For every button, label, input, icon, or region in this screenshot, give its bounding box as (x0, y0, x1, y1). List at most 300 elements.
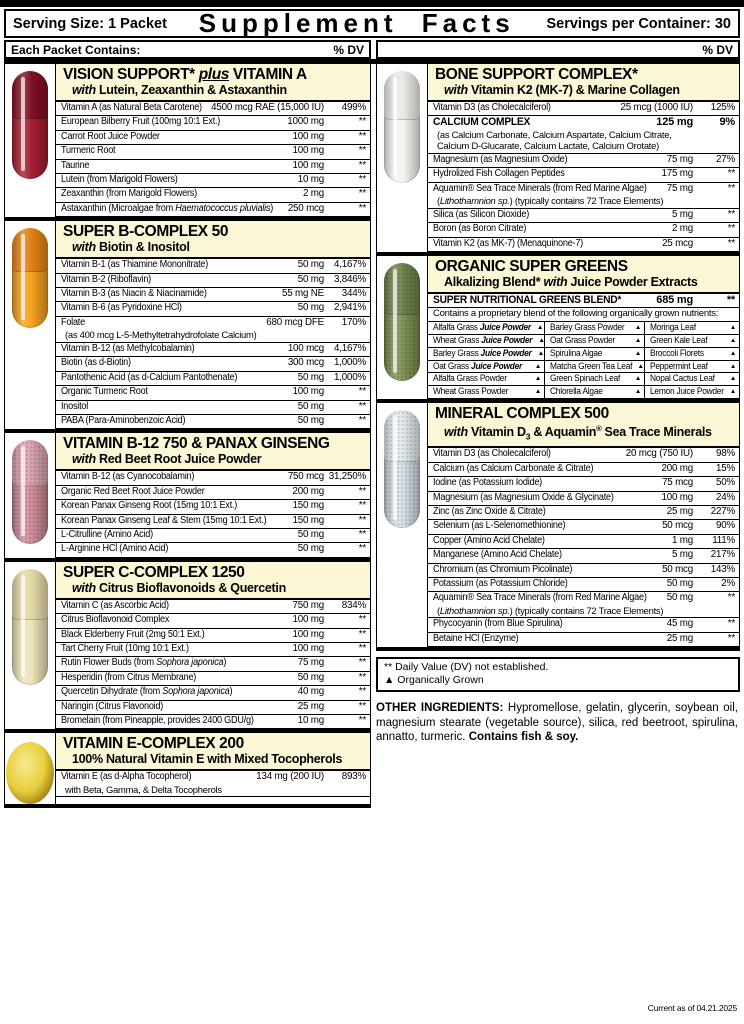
greens-item-name: Alfalfa Grass Powder (433, 373, 507, 384)
ingredient-name: SUPER NUTRITIONAL GREENS BLEND* (433, 294, 622, 307)
ingredient-amount: 50 mg (297, 414, 324, 426)
ingredient-name-cont: Calcium D-Glucarate, Calcium Lactate, Calcium Orotate) (437, 140, 659, 152)
ingredient-amount: 750 mcg (287, 471, 324, 483)
ingredient-row (56, 188, 370, 202)
section-header (428, 64, 739, 102)
ingredient-name: Vitamin B-12 (as Cyanocobalamin) (61, 471, 195, 483)
ingredient-name: European Bilberry Fruit (100mg 10:1 Ext.) (61, 116, 221, 128)
column-left (4, 64, 371, 808)
capsule-column (5, 562, 55, 730)
other-ingredients (376, 701, 740, 745)
organic-mark: ▲ (729, 387, 736, 395)
organic-super-greens-capsule-image (384, 263, 420, 381)
ingredient-name: Citrus Bioflavonoid Complex (61, 614, 170, 626)
section-subtitle: with Vitamin $D_3$ & Aquamin® Sea Trace Minerals (444, 423, 712, 442)
section-header (56, 733, 370, 771)
section-title: SUPER B-COMPLEX 50 (63, 223, 229, 241)
greens-item-name: Green Spinach Leaf (550, 373, 621, 384)
section-title: SUPER C-COMPLEX 1250 (63, 563, 245, 581)
section-header (56, 221, 370, 259)
greens-item (545, 348, 644, 361)
ingredient-dv: ** (358, 202, 366, 214)
ingredient-dv: ** (358, 414, 366, 426)
ingredient-row (56, 302, 370, 316)
ingredient-dv: ** (358, 116, 366, 128)
ingredient-dv: ** (358, 188, 366, 200)
ingredient-row (428, 209, 739, 223)
greens-item (545, 322, 644, 335)
ingredient-name: Vitamin B-3 (as Niacin & Niacinamide) (61, 288, 207, 300)
greens-item (428, 348, 544, 361)
ingredient-amount: 50 mg (297, 302, 324, 314)
section-title: MINERAL COMPLEX 500 (435, 404, 609, 422)
ingredient-amount: 50 mg (297, 273, 324, 285)
ingredient-row (56, 715, 370, 729)
ingredient-amount: 25 mg (666, 632, 693, 644)
serving-size: Serving Size: 1 Packet (13, 15, 167, 32)
dv-footnote: ** Daily Value (DV) not established. (384, 661, 549, 674)
ingredient-amount: 100 mg (292, 386, 324, 398)
ingredient-dv: ** (358, 386, 366, 398)
section-vision-support (4, 64, 371, 217)
organic-mark: ▲ (534, 362, 541, 370)
ingredient-name: Vitamin B-12 (as Methylcobalamin) (61, 342, 195, 354)
ingredient-amount: 100 mcg (287, 342, 324, 354)
ingredient-name: Vitamin K2 (as MK-7) (Menaquinone-7) (433, 237, 583, 249)
ingredient-row (428, 294, 739, 308)
ingredient-amount: 750 mg (292, 599, 324, 611)
ingredient-amount: 5 mg (672, 208, 693, 220)
ingredient-dv: 27% (715, 154, 735, 165)
greens-item-name: Wheat Grass Powder (433, 385, 509, 396)
ingredient-name: Chromium (as Chromium Picolinate) (433, 563, 573, 575)
section-header (428, 256, 739, 294)
ingredient-name: Hesperidin (from Citrus Membrane) (61, 671, 197, 683)
servings-per-container: Servings per Container: 30 (546, 15, 731, 32)
organic-mark: ▲ (634, 349, 641, 357)
each-packet-contains: Each Packet Contains: (11, 42, 141, 57)
organic-mark: ▲ (538, 337, 545, 345)
ingredient-row (56, 672, 370, 686)
ingredient-row (56, 401, 370, 415)
greens-item-name: Wheat Grass Juice Powder (433, 335, 533, 346)
greens-item (428, 322, 544, 335)
greens-item (545, 373, 644, 386)
section-title: VISION SUPPORT* plus VITAMIN A (63, 66, 307, 83)
ingredient-dv: 50% (715, 477, 735, 489)
greens-item-name: Chlorella Algae (550, 385, 603, 396)
ingredient-amount: 50 mcg (662, 563, 693, 575)
ingredient-dv: ** (358, 671, 366, 683)
ingredient-name: Silica (as Silicon Dioxide) (433, 208, 530, 220)
ingredient-name: Tart Cherry Fruit (10mg 10:1 Ext.) (61, 642, 189, 654)
section-header (56, 64, 370, 102)
ingredient-name-cont: (as 400 mcg L-5-Methyltetrahydrofolate Calcium) (65, 329, 257, 341)
ingredient-row (56, 203, 370, 217)
ingredient-dv: ** (358, 614, 366, 626)
organic-mark: ▲ (729, 324, 736, 332)
ingredient-amount: 100 mg (292, 614, 324, 626)
ingredient-row (56, 343, 370, 357)
ingredient-name: PABA (Para-Aminobenzoic Acid) (61, 414, 186, 426)
ingredient-amount: 685 mg (656, 294, 693, 307)
organic-mark: ▲ (634, 375, 641, 383)
ingredient-dv: ** (726, 294, 735, 307)
ingredient-amount: 200 mg (661, 462, 693, 474)
ingredient-row (428, 477, 739, 491)
ingredient-name: Naringin (Citrus Flavonoid) (61, 700, 164, 712)
greens-item-name: Moringa Leaf (650, 322, 696, 333)
greens-item-name: Peppermint Leaf (650, 360, 708, 371)
ingredient-row (428, 463, 739, 477)
ingredient-name-cont: (Lithothamnion sp.) (typically contains 72 Trace Elements) (437, 195, 664, 207)
ingredient-amount: 50 mg (297, 371, 324, 383)
ingredient-name: Black Elderberry Fruit (2mg 50:1 Ext.) (61, 628, 205, 640)
organic-mark: ▲ (534, 387, 541, 395)
ingredient-name: Hydrolized Fish Collagen Peptides (433, 168, 565, 180)
greens-grid-column (645, 322, 739, 398)
other-ingredients-body: Hypromellose, gelatin, glycerin, soybean oil, magnesium stearate (vegetable source), silica, red beetroot, spirulina, annatto, turmeric. (376, 702, 738, 744)
organic-footnote: ▲ Organically Grown (384, 674, 484, 687)
ingredient-amount: 45 mg (666, 618, 693, 630)
ingredient-row (56, 116, 370, 130)
ingredient-name: Copper (Amino Acid Chelate) (433, 534, 545, 546)
capsule-column (5, 433, 55, 557)
greens-grid (428, 322, 739, 398)
ingredient-dv: ** (358, 543, 366, 555)
greens-item-name: Matcha Green Tea Leaf (550, 360, 633, 371)
greens-item-name: Oat Grass Juice Powder (433, 360, 523, 371)
ingredient-row (428, 564, 739, 578)
ingredient-amount: 10 mg (297, 715, 324, 726)
greens-item-name: Barley Grass Powder (550, 322, 625, 333)
greens-item (645, 361, 739, 374)
ingredient-dv: 893% (341, 771, 366, 783)
section-title: VITAMIN E-COMPLEX 200 (63, 735, 244, 753)
ingredient-amount: 50 mg (666, 592, 693, 604)
ingredient-row (56, 372, 370, 386)
ingredient-name: Vitamin D3 (as Cholecalciferol) (433, 448, 551, 460)
super-b-complex-50-capsule-image (12, 228, 48, 328)
greens-item-name: Spirulina Algae (550, 347, 603, 358)
ingredient-dv: ** (358, 130, 366, 142)
greens-grid-column (545, 322, 645, 398)
ingredient-row (428, 492, 739, 506)
ingredient-name: CALCIUM COMPLEX (433, 116, 531, 129)
ingredient-dv: 24% (715, 491, 735, 503)
section-vitamin-e-complex-200 (4, 729, 371, 804)
greens-item (645, 348, 739, 361)
ingredient-amount: 20 mcg (750 IU) (625, 448, 693, 460)
ingredient-row (428, 448, 739, 462)
ingredient-amount: 1000 mg (287, 116, 324, 128)
section-header (56, 433, 370, 471)
ingredient-name: Zeaxanthin (from Marigold Flowers) (61, 188, 197, 200)
section-mineral-complex-500 (376, 399, 740, 648)
current-as-of: Current as of 04.21.2025 (647, 1003, 737, 1013)
vision-support-capsule-image (12, 71, 48, 179)
ingredient-amount: 100 mg (292, 130, 324, 142)
ingredient-dv: 3,846% (333, 273, 366, 285)
ingredient-dv: 4,167% (333, 342, 366, 354)
ingredient-dv: 1,000% (333, 357, 366, 369)
ingredient-name: Calcium (as Calcium Carbonate & Citrate) (433, 462, 594, 474)
organic-mark: ▲ (634, 387, 641, 395)
ingredient-row (428, 183, 739, 209)
ingredient-dv: 1,000% (333, 371, 366, 383)
ingredient-row (56, 771, 370, 797)
ingredient-dv: ** (358, 145, 366, 157)
ingredient-row (428, 592, 739, 618)
greens-item (428, 373, 544, 386)
section-header (56, 562, 370, 600)
ingredient-amount: 75 mg (666, 182, 693, 194)
ingredient-name: Pantothenic Acid (as d-Calcium Pantothenate) (61, 371, 238, 383)
ingredient-dv: 217% (710, 549, 735, 561)
greens-item (428, 386, 544, 399)
top-black-bar (0, 0, 744, 7)
organic-mark: ▲ (537, 349, 544, 357)
section-title: BONE SUPPORT COMPLEX* (435, 66, 638, 83)
section-vitamin-b12-750-panax-ginseng (4, 429, 371, 557)
section-header (428, 403, 739, 449)
ingredient-dv: ** (358, 174, 366, 186)
ingredient-row (56, 657, 370, 671)
ingredient-name: Organic Turmeric Root (61, 386, 148, 398)
greens-item-name: Oat Grass Powder (550, 335, 615, 346)
ingredient-name: Rutin Flower Buds (from Sophora japonica) (61, 657, 227, 669)
ingredient-row (428, 535, 739, 549)
ingredient-name: Betaine HCl (Enzyme) (433, 632, 519, 644)
ingredient-dv: ** (727, 237, 735, 249)
ingredient-amount: 4500 mcg RAE (15,000 IU) (211, 102, 324, 113)
ingredient-dv: ** (358, 715, 366, 726)
dv-header-right: % DV (702, 42, 733, 57)
footnote-box (376, 657, 740, 692)
ingredient-dv: ** (358, 400, 366, 412)
section-subtitle: Alkalizing Blend* with Juice Powder Extracts (444, 275, 698, 290)
greens-grid-column (428, 322, 545, 398)
column-right-stack (376, 64, 740, 651)
allergen-statement: Contains fish & soy. (468, 731, 579, 744)
ingredient-row (56, 102, 370, 116)
ingredient-row (428, 633, 739, 647)
ingredient-amount: 150 mg (292, 514, 324, 526)
ingredient-amount: 50 mg (297, 671, 324, 683)
section-super-b-complex-50 (4, 217, 371, 429)
ingredient-name-cont: (as Calcium Carbonate, Calcium Aspartate, Calcium Citrate, (437, 128, 672, 140)
ingredient-name: Vitamin E (as d-Alpha Tocopherol) (61, 771, 192, 783)
greens-item-name: Broccoli Florets (650, 347, 704, 358)
other-ingredients-label: OTHER INGREDIENTS: (376, 702, 504, 715)
vitamin-e-complex-200-softgel-image (6, 742, 54, 804)
ingredient-amount: 2 mg (672, 223, 693, 235)
ingredient-row (428, 238, 739, 252)
ingredient-amount: 2 mg (303, 188, 324, 200)
ingredient-row (56, 288, 370, 302)
ingredient-amount: 50 mg (297, 400, 324, 412)
ingredient-row (56, 643, 370, 657)
ingredient-name: Turmeric Root (61, 145, 116, 157)
ingredient-amount: 5 mg (672, 549, 693, 561)
ingredient-name: Vitamin A (as Natural Beta Carotene) (61, 102, 202, 113)
ingredient-name: Vitamin B-1 (as Thiamine Mononitrate) (61, 259, 209, 271)
ingredient-row (428, 549, 739, 563)
ingredient-dv: 143% (710, 563, 735, 575)
ingredient-name: Bromelain (from Pineapple, provides 2400 GDU/g) (61, 715, 254, 726)
ingredient-dv: 499% (341, 102, 366, 113)
ingredient-amount: 50 mg (297, 543, 324, 555)
capsule-column (5, 733, 55, 804)
greens-item (545, 361, 644, 374)
section-subtitle: with Red Beet Root Juice Powder (72, 452, 262, 467)
ingredient-row (428, 578, 739, 592)
greens-item-name: Lemon Juice Powder (650, 385, 724, 396)
greens-item (645, 335, 739, 348)
ingredient-dv: ** (358, 686, 366, 698)
ingredient-amount: 10 mg (297, 174, 324, 186)
ingredient-amount: 100 mg (292, 642, 324, 654)
ingredient-dv: 31,250% (328, 471, 366, 483)
ingredient-row (56, 600, 370, 614)
ingredient-dv: ** (358, 528, 366, 540)
column-left-stack (4, 64, 371, 808)
section-super-c-complex-1250 (4, 558, 371, 730)
capsule-column (5, 221, 55, 429)
ingredient-name: Lutein (from Marigold Flowers) (61, 174, 178, 186)
ingredient-row (56, 515, 370, 529)
ingredient-name: Korean Panax Ginseng Leaf & Stem (15mg 10:1 Ext.) (61, 514, 267, 526)
left-column-header (4, 40, 371, 59)
blend-note: Contains a proprietary blend of the following organically grown nutrients: (428, 308, 739, 322)
ingredient-name: Selenium (as L-Selenomethionine) (433, 520, 566, 532)
ingredient-name: Vitamin B-6 (as Pyridoxine HCl) (61, 302, 182, 314)
ingredient-dv: ** (727, 208, 735, 220)
ingredient-amount: 75 mg (297, 657, 324, 669)
ingredient-row (428, 102, 739, 116)
organic-mark: ▲ (637, 362, 644, 370)
greens-item (428, 361, 544, 374)
ingredient-name: Manganese (Amino Acid Chelate) (433, 549, 562, 561)
ingredient-name: Aquamin® Sea Trace Minerals (from Red Marine Algae) (433, 182, 647, 194)
ingredient-name: Astaxanthin (Microalgae from Haematococcus pluvialis) (61, 202, 274, 214)
organic-mark: ▲ (634, 324, 641, 332)
ingredient-name: Inositol (61, 400, 89, 412)
ingredient-row (56, 274, 370, 288)
panel-title: Supplement Facts (198, 8, 515, 38)
ingredient-dv: ** (727, 168, 735, 180)
ingredient-name: Vitamin D3 (as Cholecalciferol) (433, 102, 551, 113)
section-title: VITAMIN B-12 750 & PANAX GINSENG (63, 435, 330, 453)
ingredient-dv: 4,167% (333, 259, 366, 271)
ingredient-amount: 25 mg (666, 505, 693, 517)
ingredient-row (56, 415, 370, 429)
ingredient-row (428, 618, 739, 632)
ingredient-dv: 125% (710, 102, 735, 113)
ingredient-dv: 15% (715, 462, 735, 474)
ingredient-row (56, 701, 370, 715)
greens-item (545, 386, 644, 399)
ingredient-amount: 50 mg (297, 528, 324, 540)
ingredient-dv: ** (358, 159, 366, 171)
organic-mark: ▲ (729, 349, 736, 357)
ingredient-row (56, 145, 370, 159)
ingredient-row (56, 529, 370, 543)
ingredient-dv: ** (358, 500, 366, 512)
greens-item (645, 386, 739, 399)
ingredient-row (56, 471, 370, 485)
greens-item-name: Alfalfa Grass Juice Powder (433, 322, 531, 333)
ingredient-name: Phycocyanin (from Blue Spirulina) (433, 618, 563, 630)
organic-mark: ▲ (537, 324, 544, 332)
ingredient-row (56, 486, 370, 500)
ingredient-name: Organic Red Beet Root Juice Powder (61, 485, 205, 497)
ingredient-row (56, 131, 370, 145)
organic-mark: ▲ (634, 337, 641, 345)
dv-header-left: % DV (333, 42, 364, 57)
ingredient-dv: 111% (712, 534, 735, 546)
title-bar (4, 9, 740, 38)
ingredient-amount: 25 mcg (1000 IU) (620, 102, 693, 113)
ingredient-name: Carrot Root Juice Powder (61, 130, 160, 142)
section-subtitle: with Lutein, Zeaxanthin & Astaxanthin (72, 83, 287, 97)
ingredient-name-cont: with Beta, Gamma, & Delta Tocopherols (65, 783, 222, 795)
organic-mark: ▲ (729, 337, 736, 345)
ingredient-dv: ** (727, 592, 735, 604)
ingredient-name: Vitamin C (as Ascorbic Acid) (61, 599, 169, 611)
capsule-column (377, 403, 427, 648)
mineral-complex-500-capsule-image (384, 410, 420, 528)
ingredient-row (56, 500, 370, 514)
section-organic-super-greens (376, 252, 740, 399)
ingredient-dv: ** (358, 628, 366, 640)
ingredient-amount: 100 mg (661, 491, 693, 503)
ingredient-amount: 50 mg (666, 577, 693, 589)
ingredient-name: Quercetin Dihydrate (from Sophora japonica) (61, 686, 233, 698)
ingredient-dv: 2,941% (333, 302, 366, 314)
section-bone-support-complex (376, 64, 740, 252)
ingredient-dv: 227% (710, 505, 735, 517)
ingredient-amount: 75 mg (666, 154, 693, 165)
ingredient-amount: 175 mg (661, 168, 693, 180)
ingredient-dv: ** (727, 632, 735, 644)
ingredient-row (428, 223, 739, 237)
ingredient-amount: 50 mg (297, 259, 324, 271)
ingredient-dv: ** (358, 514, 366, 526)
ingredient-name: Korean Panax Ginseng Root (15mg 10:1 Ext.) (61, 500, 238, 512)
ingredient-dv: 344% (341, 288, 366, 300)
capsule-column (377, 256, 427, 399)
greens-item (645, 373, 739, 386)
ingredient-amount: 150 mg (292, 500, 324, 512)
section-subtitle: with Biotin & Inositol (72, 240, 190, 255)
ingredient-amount: 680 mcg DFE (266, 316, 324, 328)
ingredient-name: L-Arginine HCl (Amino Acid) (61, 543, 169, 555)
capsule-column (5, 64, 55, 217)
section-title: ORGANIC SUPER GREENS (435, 258, 628, 276)
ingredient-dv: ** (727, 223, 735, 235)
ingredient-dv: 2% (721, 577, 735, 589)
section-subtitle: with Vitamin K2 (MK-7) & Marine Collagen (444, 83, 680, 97)
ingredient-row (56, 174, 370, 188)
ingredient-amount: 134 mg (200 IU) (256, 771, 324, 783)
ingredient-amount: 50 mcg (662, 520, 693, 532)
capsule-column (377, 64, 427, 252)
organic-mark: ▲ (729, 375, 736, 383)
section-subtitle: 100% Natural Vitamin E with Mixed Tocopherols (72, 752, 343, 767)
ingredient-name: Magnesium (as Magnesium Oxide & Glycinate) (433, 491, 614, 503)
ingredient-amount: 300 mcg (287, 357, 324, 369)
